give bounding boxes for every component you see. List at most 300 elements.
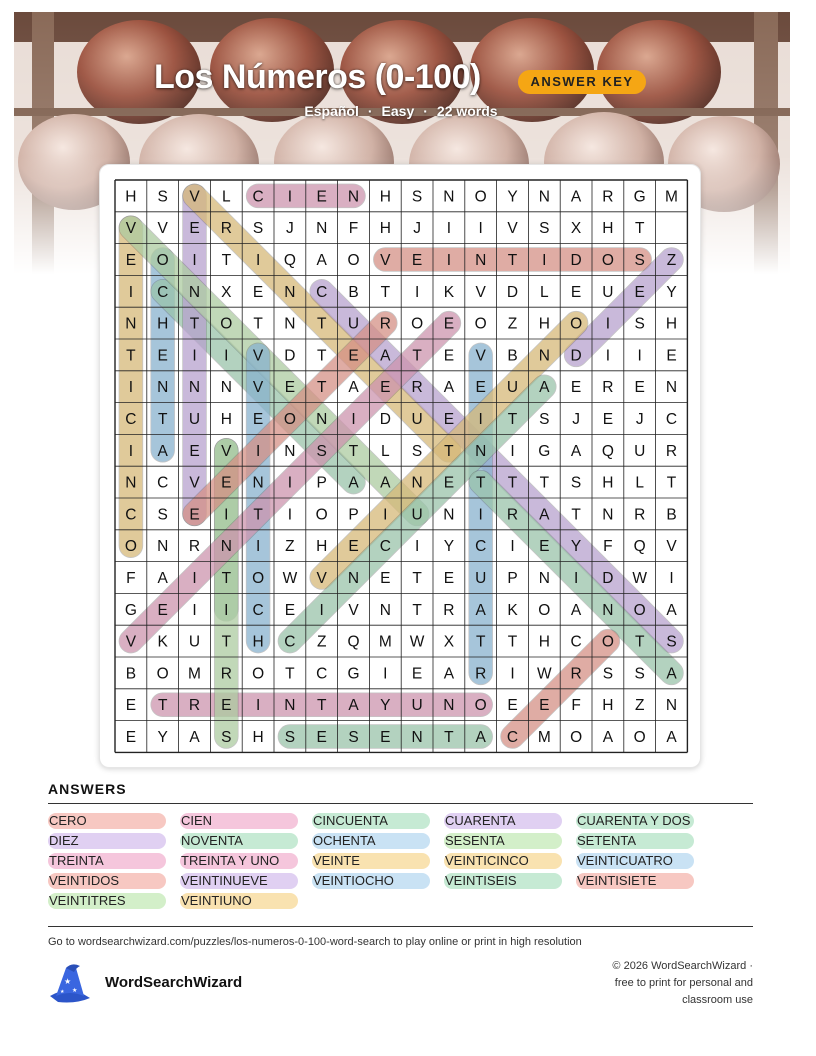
grid-letter: I	[128, 379, 134, 397]
grid-letter: I	[287, 188, 293, 206]
grid-letter: E	[125, 697, 137, 715]
grid-letter: B	[507, 347, 518, 365]
grid-letter: T	[444, 442, 454, 460]
grid-letter: E	[443, 411, 455, 428]
grid-letter: X	[221, 283, 232, 301]
answer-item: VEINTISIETE	[576, 873, 694, 889]
grid-letter: F	[348, 220, 359, 238]
answer-key-badge: ANSWER KEY	[518, 70, 646, 94]
grid-letter: S	[539, 411, 550, 428]
grid-letter: A	[666, 665, 677, 683]
answer-item: VEINTIOCHO	[312, 873, 430, 889]
grid-letter: X	[570, 220, 582, 238]
grid-letter: T	[507, 411, 518, 428]
grid-letter: G	[347, 665, 360, 683]
grid-letter: N	[125, 315, 137, 333]
grid-letter: E	[507, 697, 518, 715]
grid-letter: V	[252, 379, 264, 397]
grid-letter: V	[189, 474, 200, 492]
grid-letter: I	[510, 538, 515, 556]
grid-letter: R	[634, 506, 646, 524]
grid-letter: A	[443, 665, 455, 683]
grid-letter: U	[506, 379, 519, 397]
grid-letter: O	[474, 697, 487, 715]
grid-letter: I	[192, 252, 197, 269]
grid-letter: S	[634, 252, 645, 269]
word-count-label: 22 words	[436, 103, 498, 119]
grid-letter: O	[570, 315, 583, 333]
grid-letter: T	[634, 633, 645, 651]
grid-letter: I	[478, 411, 483, 428]
grid-letter: K	[507, 601, 518, 619]
grid-letter: R	[570, 665, 582, 683]
grid-letter: A	[380, 347, 391, 365]
grid-letter: O	[570, 729, 583, 746]
grid-letter: O	[315, 506, 328, 524]
grid-letter: T	[475, 474, 486, 492]
grid-letter: V	[125, 220, 137, 238]
grid-letter: R	[220, 220, 232, 238]
grid-letter: R	[379, 315, 391, 333]
grid-letter: E	[252, 411, 264, 428]
grid-letter: S	[411, 188, 423, 206]
answer-item: TREINTA Y UNO	[180, 853, 298, 869]
grid-letter: E	[125, 252, 137, 269]
copyright	[553, 958, 753, 1009]
grid-letter: I	[255, 442, 261, 460]
grid-letter: D	[284, 347, 296, 365]
grid-letter: C	[125, 411, 137, 428]
grid-letter: R	[220, 665, 232, 683]
grid-letter: S	[221, 729, 232, 746]
grid-letter: O	[252, 570, 265, 587]
grid-letter: K	[157, 633, 168, 651]
grid-letter: Z	[316, 633, 327, 651]
grid-letter: O	[633, 601, 646, 619]
grid-letter: G	[124, 601, 137, 619]
grid-letter: O	[252, 665, 265, 683]
grid-letter: S	[634, 315, 645, 333]
grid-letter: A	[666, 729, 677, 746]
answer-item: SESENTA	[444, 833, 562, 849]
grid-letter: T	[539, 474, 550, 492]
footer-divider	[48, 926, 753, 927]
grid-letter: N	[475, 442, 487, 460]
grid-letter: Y	[507, 188, 518, 206]
grid-letter: R	[188, 697, 201, 715]
grid-letter: U	[411, 506, 423, 524]
grid-letter: S	[602, 665, 614, 683]
grid-letter: O	[633, 729, 646, 746]
grid-letter: F	[603, 538, 613, 556]
grid-letter: V	[475, 347, 486, 365]
grid-letter: N	[538, 570, 550, 587]
grid-letter: I	[192, 570, 197, 587]
grid-letter: E	[411, 252, 423, 269]
grid-letter: A	[602, 729, 614, 746]
grid-letter: T	[507, 633, 518, 651]
grid-letter: M	[665, 188, 678, 206]
grid-letter: A	[348, 474, 359, 492]
grid-letter: S	[411, 442, 423, 460]
grid-letter: I	[255, 538, 261, 556]
grid-letter: H	[665, 315, 678, 333]
grid-letter: Y	[666, 283, 677, 301]
grid-letter: I	[605, 315, 611, 333]
grid-letter: L	[539, 283, 549, 301]
grid-letter: T	[157, 411, 168, 428]
answer-item: CUARENTA	[444, 813, 562, 829]
grid-letter: I	[192, 347, 197, 365]
answer-item: NOVENTA	[180, 833, 298, 849]
grid-letter: B	[348, 283, 359, 301]
grid-letter: S	[634, 665, 645, 683]
grid-letter: C	[252, 601, 264, 619]
grid-letter: C	[316, 665, 328, 683]
grid-letter: U	[411, 411, 423, 428]
grid-letter: E	[189, 442, 200, 460]
grid-letter: T	[316, 697, 327, 715]
grid-letter: T	[380, 283, 391, 301]
grid-letter: N	[347, 188, 360, 206]
grid-letter: N	[538, 347, 550, 365]
grid-letter: N	[379, 601, 391, 619]
grid-letter: H	[538, 633, 550, 651]
grid-letter: L	[635, 474, 645, 492]
grid-letter: V	[189, 188, 200, 206]
grid-letter: V	[157, 220, 168, 238]
footer-link[interactable]: Go to wordsearchwizard.com/puzzles/los-numeros-0-100-word-search to play online or print in high resolution	[48, 936, 582, 948]
grid-letter: E	[284, 601, 296, 619]
grid-letter: H	[157, 315, 169, 333]
grid-letter: Z	[285, 538, 295, 556]
grid-letter: E	[316, 729, 327, 746]
answer-item: CUARENTA Y DOS	[576, 813, 694, 829]
grid-letter: S	[539, 220, 550, 238]
grid-letter: N	[157, 379, 169, 397]
grid-letter: O	[474, 315, 487, 333]
grid-letter: O	[124, 538, 137, 556]
grid-letter: N	[220, 538, 232, 556]
grid-letter: Z	[666, 252, 677, 269]
grid-letter: K	[443, 283, 455, 301]
grid-letter: H	[252, 633, 264, 651]
grid-letter: E	[284, 379, 296, 397]
grid-letter: E	[475, 379, 486, 397]
grid-letter: N	[220, 379, 232, 397]
grid-letter: E	[189, 506, 200, 524]
answer-item: VEINTE	[312, 853, 430, 869]
grid-letter: S	[284, 729, 296, 746]
grid-letter: W	[536, 665, 552, 683]
grid-letter: V	[125, 633, 137, 651]
grid-letter: N	[665, 379, 678, 397]
answer-item: CERO	[48, 813, 166, 829]
grid-letter: S	[316, 442, 327, 460]
grid-letter: E	[252, 283, 264, 301]
grid-letter: M	[537, 729, 551, 746]
grid-letter: N	[284, 697, 296, 715]
copyright-line: free to print for personal and	[614, 977, 753, 989]
answer-item: TREINTA	[48, 853, 166, 869]
answer-item: VEINTISEIS	[444, 873, 562, 889]
grid-letter: T	[634, 220, 645, 238]
grid-letter: I	[605, 347, 611, 365]
grid-letter: O	[538, 601, 551, 619]
answers-divider	[48, 803, 753, 804]
grid-letter: E	[157, 347, 168, 365]
grid-letter: N	[284, 283, 296, 301]
language-label: Español	[304, 103, 359, 119]
grid-letter: E	[125, 729, 137, 746]
grid-letter: I	[478, 220, 483, 238]
grid-letter: A	[189, 729, 200, 746]
grid-letter: E	[539, 538, 550, 556]
grid-letter: U	[411, 697, 423, 715]
grid-letter: F	[126, 570, 136, 587]
grid-letter: A	[570, 601, 582, 619]
answers-heading: ANSWERS	[48, 781, 127, 797]
grid-letter: I	[510, 442, 515, 460]
grid-letter: J	[635, 411, 644, 428]
answer-item: VEINTINUEVE	[180, 873, 298, 889]
grid-letter: T	[221, 252, 232, 269]
grid-letter: O	[347, 252, 360, 269]
grid-letter: A	[348, 697, 359, 715]
grid-letter: L	[380, 442, 390, 460]
grid-letter: H	[379, 220, 391, 238]
grid-letter: W	[632, 570, 648, 587]
grid-letter: G	[538, 442, 551, 460]
grid-letter: B	[666, 506, 677, 524]
grid-letter: E	[348, 538, 359, 556]
grid-letter: A	[570, 442, 582, 460]
grid-letter: U	[188, 633, 201, 651]
grid-letter: E	[666, 347, 677, 365]
grid-letter: I	[542, 252, 547, 269]
grid-letter: U	[634, 442, 646, 460]
grid-letter: T	[507, 474, 518, 492]
grid-letter: O	[474, 188, 487, 206]
grid-letter: E	[189, 220, 200, 238]
grid-letter: T	[253, 506, 263, 524]
grid-letter: I	[446, 220, 452, 238]
grid-letter: I	[319, 601, 324, 619]
grid-letter: S	[157, 188, 168, 206]
grid-letter: R	[602, 188, 614, 206]
grid-letter: C	[157, 474, 169, 492]
grid-letter: I	[351, 411, 356, 428]
grid-letter: T	[316, 379, 327, 397]
grid-letter: N	[316, 220, 328, 238]
grid-letter: V	[475, 283, 486, 301]
grid-letter: N	[284, 315, 296, 333]
grid-letter: I	[478, 506, 483, 524]
grid-letter: H	[379, 188, 391, 206]
grid-letter: V	[252, 347, 264, 365]
grid-letter: T	[316, 347, 327, 365]
grid-letter: E	[157, 601, 168, 619]
grid-letter: H	[316, 538, 328, 556]
grid-letter: S	[570, 474, 582, 492]
grid-letter: J	[286, 220, 294, 238]
grid-letter: W	[409, 633, 425, 651]
grid-letter: B	[125, 665, 137, 683]
grid-letter: I	[255, 697, 261, 715]
grid-letter: V	[666, 538, 677, 556]
grid-letter: M	[378, 633, 392, 651]
grid-letter: N	[602, 601, 614, 619]
grid-letter: R	[602, 379, 614, 397]
grid-letter: Q	[283, 252, 296, 269]
grid-letter: E	[570, 283, 582, 301]
grid-letter: I	[383, 665, 388, 683]
title-row	[0, 58, 816, 106]
grid-letter: D	[570, 347, 582, 365]
answer-item: SETENTA	[576, 833, 694, 849]
grid-letter: G	[633, 188, 646, 206]
grid-letter: H	[602, 220, 614, 238]
grid-letter: E	[380, 729, 391, 746]
grid-letter: I	[510, 665, 515, 683]
answer-item: DIEZ	[48, 833, 166, 849]
grid-letter: R	[188, 538, 201, 556]
grid-letter: I	[446, 252, 452, 269]
grid-letter: U	[475, 570, 487, 587]
answer-item: VEINTICUATRO	[576, 853, 694, 869]
grid-letter: T	[221, 570, 232, 587]
grid-letter: A	[666, 601, 677, 619]
svg-text:★: ★	[60, 989, 65, 995]
grid-letter: A	[475, 729, 486, 746]
answer-item: OCHENTA	[312, 833, 430, 849]
grid-letter: T	[475, 633, 486, 651]
grid-letter: I	[128, 283, 134, 301]
grid-letter: L	[221, 188, 231, 206]
answer-item: CINCUENTA	[312, 813, 430, 829]
svg-text:★: ★	[64, 977, 72, 986]
grid-letter: E	[348, 347, 359, 365]
grid-letter: P	[316, 474, 327, 492]
grid-letter: Y	[570, 538, 582, 556]
grid-letter: A	[157, 442, 168, 460]
grid-letter: A	[348, 379, 359, 397]
grid-letter: S	[252, 220, 264, 238]
grid-letter: N	[347, 570, 360, 587]
answer-item: VEINTIUNO	[180, 893, 298, 909]
answer-item: VEINTIDOS	[48, 873, 166, 889]
grid-letter: Y	[157, 729, 168, 746]
grid-letter: O	[283, 411, 296, 428]
grid-letter: J	[413, 220, 421, 238]
grid-letter: V	[380, 252, 391, 269]
wizard-hat-icon	[46, 962, 94, 1004]
grid-letter: P	[507, 570, 518, 587]
grid-letter: O	[156, 252, 169, 269]
grid-letter: N	[538, 188, 550, 206]
grid-letter: I	[287, 474, 293, 492]
grid-letter: C	[506, 729, 519, 746]
grid-letter: A	[539, 506, 550, 524]
grid-letter: D	[570, 252, 582, 269]
grid-letter: W	[282, 570, 298, 587]
grid-letter: I	[573, 570, 579, 587]
grid-letter: E	[221, 474, 232, 492]
grid-letter: X	[443, 633, 455, 651]
grid-letter: P	[348, 506, 359, 524]
grid-letter: T	[126, 347, 136, 365]
copyright-line: classroom use	[682, 994, 753, 1006]
grid-letter: A	[380, 474, 391, 492]
grid-letter: H	[125, 188, 137, 206]
grid-letter: I	[224, 347, 229, 365]
grid-letter: Z	[507, 315, 518, 333]
grid-letter: T	[157, 697, 168, 715]
grid-letter: F	[571, 697, 581, 715]
puzzle-meta: Español · Easy · 22 words	[304, 103, 498, 119]
copyright-line: © 2026 WordSearchWizard ·	[612, 960, 753, 972]
grid-letter: Y	[443, 538, 455, 556]
grid-letter: U	[347, 315, 360, 333]
difficulty-label: Easy	[381, 103, 415, 119]
grid-letter: I	[255, 252, 261, 269]
grid-letter: I	[383, 506, 388, 524]
grid-letter: S	[666, 633, 677, 651]
grid-letter: D	[602, 570, 614, 587]
grid-letter: V	[507, 220, 518, 238]
grid-letter: E	[634, 283, 645, 301]
grid-letter: T	[221, 633, 232, 651]
grid-letter: T	[444, 729, 454, 746]
grid-letter: N	[411, 729, 423, 746]
puzzle-title: Los Números (0-100)	[154, 58, 481, 96]
answer-item: CIEN	[180, 813, 298, 829]
grid-letter: H	[602, 474, 614, 492]
answer-item: VEINTICINCO	[444, 853, 562, 869]
grid-letter: N	[125, 474, 137, 492]
grid-letter: H	[252, 729, 264, 746]
grid-letter: T	[571, 506, 581, 524]
grid-letter: C	[379, 538, 391, 556]
grid-letter: S	[348, 729, 359, 746]
grid-letter: E	[443, 347, 455, 365]
grid-letter: T	[348, 442, 359, 460]
grid-letter: C	[665, 411, 678, 428]
grid-letter: T	[285, 665, 295, 683]
puzzle-card	[99, 164, 701, 768]
grid-letter: N	[188, 379, 201, 397]
grid-letter: N	[316, 411, 328, 428]
grid-letter: O	[411, 315, 424, 333]
grid-letter: V	[221, 442, 232, 460]
grid-letter: E	[443, 570, 455, 587]
grid-letter: E	[316, 188, 327, 206]
grid-letter: T	[507, 252, 518, 269]
grid-letter: C	[125, 506, 137, 524]
grid-letter: D	[379, 411, 391, 428]
grid-letter: V	[316, 570, 327, 587]
grid-letter: Q	[601, 442, 614, 460]
grid-letter: N	[411, 474, 423, 492]
grid-letter: N	[475, 252, 487, 269]
grid-letter: R	[475, 665, 487, 683]
answer-item: VEINTITRES	[48, 893, 166, 909]
grid-letter: N	[665, 697, 678, 715]
grid-letter: C	[475, 538, 487, 556]
grid-letter: N	[443, 697, 455, 715]
grid-letter: I	[224, 506, 229, 524]
grid-letter: A	[475, 601, 486, 619]
